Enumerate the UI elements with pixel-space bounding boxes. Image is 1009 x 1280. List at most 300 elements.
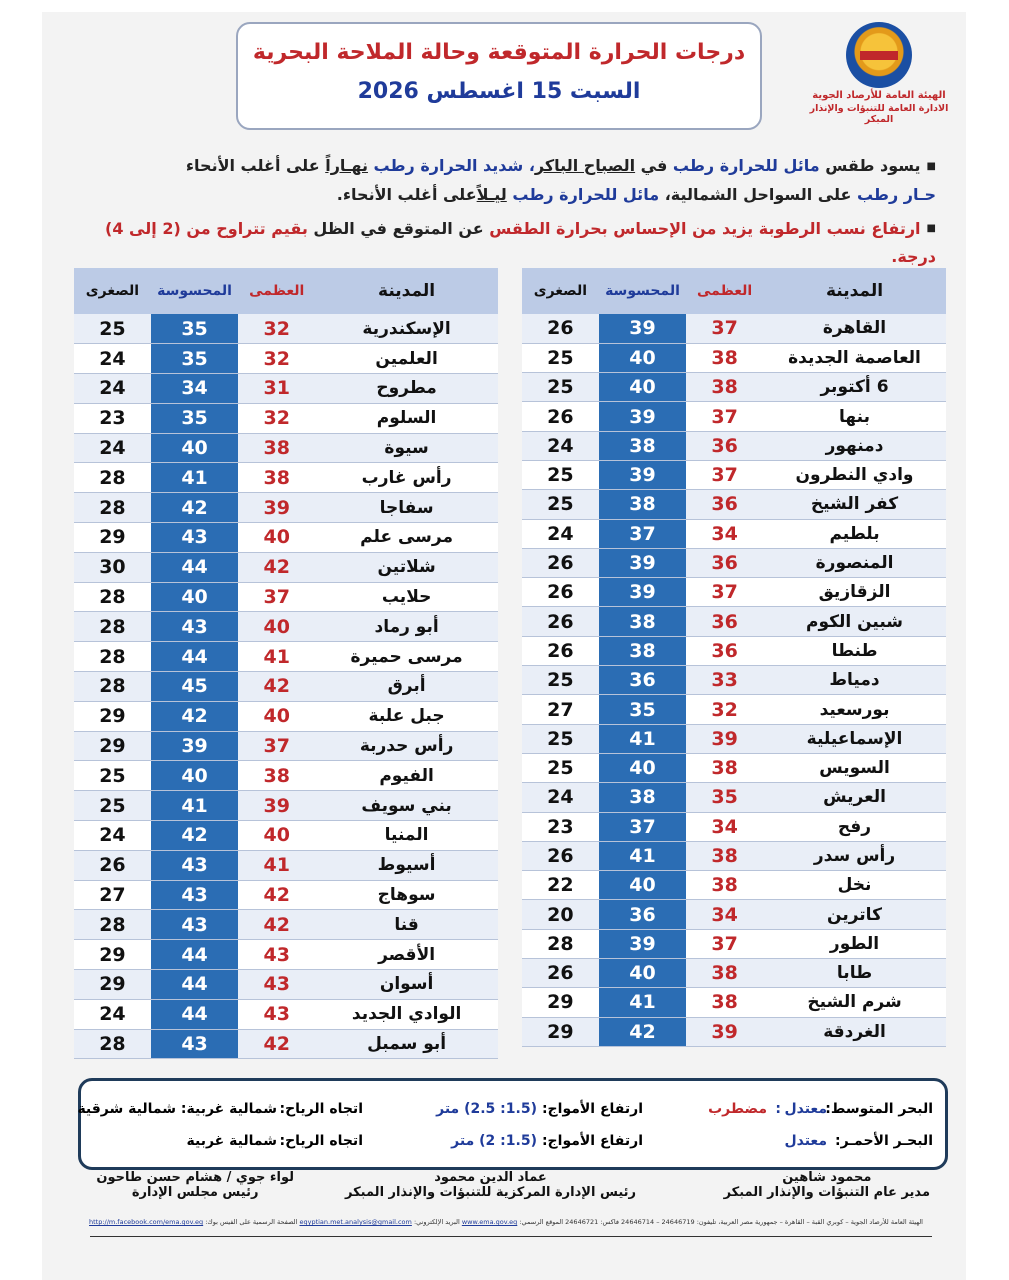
max-temp-cell: 32 [238,314,315,344]
col-max: العظمى [686,268,763,314]
feels-like-cell: 40 [151,433,238,463]
min-temp-cell: 28 [74,612,151,642]
city-cell: أسوان [315,970,498,1000]
max-temp-cell: 32 [686,695,763,724]
city-cell: أبو سمبل [315,1029,498,1059]
max-temp-cell: 36 [686,431,763,460]
max-temp-cell: 39 [686,724,763,753]
min-temp-cell: 29 [74,940,151,970]
med-sea-row [77,1101,933,1125]
text: مائل للحرارة رطب [672,156,820,175]
feels-like-cell: 41 [599,841,686,870]
max-temp-cell: 37 [238,731,315,761]
min-temp-cell: 25 [522,666,599,695]
max-temp-cell: 36 [686,607,763,636]
min-temp-cell: 23 [74,403,151,433]
feels-like-cell: 40 [599,753,686,782]
feels-like-cell: 41 [599,988,686,1017]
forecast-summary [66,152,936,271]
feels-like-cell: 38 [599,783,686,812]
min-temp-cell: 26 [522,636,599,665]
footer-email-label: البريد الإلكتروني: [413,1218,460,1226]
city-cell: سيوة [315,433,498,463]
med-sea-separator: : [775,1101,781,1117]
min-temp-cell: 24 [522,431,599,460]
feels-like-cell: 39 [599,402,686,431]
table-row [522,402,946,431]
table-row [74,1029,498,1059]
feels-like-cell: 44 [151,970,238,1000]
city-cell: كاترين [763,900,946,929]
city-cell: العلمين [315,344,498,374]
city-cell: الفيوم [315,761,498,791]
table-row [74,791,498,821]
text: ، شديد الحرارة رطب [373,156,535,175]
table-header-row [522,268,946,314]
max-temp-cell: 33 [686,666,763,695]
min-temp-cell: 28 [74,493,151,523]
min-temp-cell: 24 [74,374,151,404]
feels-like-cell: 43 [151,880,238,910]
table-row [522,929,946,958]
min-temp-cell: 24 [74,999,151,1029]
max-temp-cell: 39 [238,493,315,523]
min-temp-cell: 26 [522,607,599,636]
table-row [522,373,946,402]
feels-like-cell: 43 [151,523,238,553]
feels-like-cell: 39 [599,460,686,489]
org-logo [809,22,949,125]
table-row [522,900,946,929]
feels-like-cell: 42 [151,701,238,731]
feels-like-cell: 40 [599,871,686,900]
feels-like-cell: 44 [151,940,238,970]
city-cell: شرم الشيخ [763,988,946,1017]
table-row [74,850,498,880]
footer-contact [80,1218,932,1226]
max-temp-cell: 35 [686,783,763,812]
min-temp-cell: 24 [74,821,151,851]
min-temp-cell: 25 [522,724,599,753]
table-row [522,753,946,782]
max-temp-cell: 40 [238,701,315,731]
col-feel: المحسوسة [599,268,686,314]
feels-like-cell: 35 [151,314,238,344]
max-temp-cell: 40 [238,523,315,553]
table-row [74,552,498,582]
city-cell: أبرق [315,672,498,702]
max-temp-cell: 41 [238,850,315,880]
max-temp-cell: 38 [686,959,763,988]
table-row [74,761,498,791]
max-temp-cell: 37 [686,929,763,958]
med-sea-label: البحر المتوسط: [825,1101,933,1117]
min-temp-cell: 24 [74,433,151,463]
table-row [522,1017,946,1046]
feels-like-cell: 44 [151,999,238,1029]
sea-conditions-box [78,1078,948,1170]
col-city: المدينة [763,268,946,314]
signature-1-name: محمود شاهين [782,1170,872,1185]
table-row [74,940,498,970]
feels-like-cell: 39 [599,548,686,577]
text: على أغلب الأنحاء [185,156,320,175]
table-row [74,403,498,433]
table-row [522,431,946,460]
red-sea-row [93,1133,933,1157]
feels-like-cell: 41 [599,724,686,753]
table-row [74,463,498,493]
table-row [74,493,498,523]
table-row [74,314,498,344]
signature-2-name: عماد الدين محمود [434,1170,547,1185]
max-temp-cell: 38 [238,463,315,493]
table-row [74,999,498,1029]
table-row [74,821,498,851]
min-temp-cell: 28 [522,929,599,958]
footer-divider [90,1236,932,1237]
city-cell: بنها [763,402,946,431]
feels-like-cell: 37 [599,519,686,548]
table-row [522,636,946,665]
max-temp-cell: 37 [686,402,763,431]
min-temp-cell: 28 [74,582,151,612]
table-row [74,642,498,672]
max-temp-cell: 40 [238,821,315,851]
footer-fb-link[interactable]: http://m.facebook.com/ema.gov.eg [89,1218,204,1226]
feels-like-cell: 36 [599,900,686,929]
max-temp-cell: 31 [238,374,315,404]
max-temp-cell: 37 [238,582,315,612]
city-cell: القاهرة [763,314,946,343]
max-temp-cell: 42 [238,672,315,702]
city-cell: رفح [763,812,946,841]
max-temp-cell: 32 [238,344,315,374]
table-row [522,988,946,1017]
max-temp-cell: 38 [686,871,763,900]
left-temperature-table [74,268,498,1059]
min-temp-cell: 26 [522,548,599,577]
org-name: الهيئة العامة للأرصاد الجوية [812,90,946,101]
min-temp-cell: 26 [522,578,599,607]
table-row [522,783,946,812]
bullet-square-icon: ■ [926,223,936,234]
city-cell: مرسى حميرة [315,642,498,672]
max-temp-cell: 38 [238,761,315,791]
feels-like-cell: 40 [151,761,238,791]
table-row [522,343,946,372]
min-temp-cell: 25 [522,343,599,372]
max-temp-cell: 36 [686,490,763,519]
signature-3 [96,1170,294,1200]
table-row [522,460,946,489]
signature-1-title: مدير عام التنبؤات والإنذار المبكر [723,1185,930,1200]
text: ارتفاع نسب الرطوبة يزيد من الإحساس بحرارة الطقس [489,218,921,238]
feels-like-cell: 40 [599,373,686,402]
text: يسود طقس [825,156,921,175]
feels-like-cell: 38 [599,636,686,665]
table-row [74,523,498,553]
city-cell: الغردقة [763,1017,946,1046]
max-temp-cell: 42 [238,880,315,910]
feels-like-cell: 44 [151,552,238,582]
text: عن المتوقع في الظل [313,218,484,238]
feels-like-cell: 41 [151,791,238,821]
max-temp-cell: 34 [686,519,763,548]
city-cell: الطور [763,929,946,958]
table-row [522,314,946,343]
max-temp-cell: 39 [686,1017,763,1046]
table-row [522,490,946,519]
table-row [74,970,498,1000]
min-temp-cell: 28 [74,672,151,702]
city-cell: شلاتين [315,552,498,582]
red-sea-state: معتدل [784,1133,827,1149]
text: ليـلاً [476,184,507,204]
max-temp-cell: 38 [686,373,763,402]
min-temp-cell: 25 [74,314,151,344]
city-cell: دمنهور [763,431,946,460]
min-temp-cell: 24 [522,519,599,548]
feels-like-cell: 42 [151,493,238,523]
med-sea-state: معتدل [784,1101,827,1117]
city-cell: دمياط [763,666,946,695]
red-waves-value: (1.5: 2) متر [451,1133,537,1149]
min-temp-cell: 29 [74,970,151,1000]
min-temp-cell: 28 [74,1029,151,1059]
min-temp-cell: 26 [522,402,599,431]
max-temp-cell: 42 [238,552,315,582]
max-temp-cell: 37 [686,578,763,607]
city-cell: الأقصر [315,940,498,970]
min-temp-cell: 30 [74,552,151,582]
right-table-body [522,314,946,1046]
city-cell: رأس غارب [315,463,498,493]
max-temp-cell: 40 [238,612,315,642]
city-cell: جبل علبة [315,701,498,731]
feels-like-cell: 38 [599,490,686,519]
footer-fb-label: الصفحة الرسمية على الفيس بوك: [205,1218,298,1226]
bulletin-page [60,12,955,1242]
med-sea-state-2: مضطرب [708,1101,767,1117]
min-temp-cell: 20 [522,900,599,929]
feels-like-cell: 36 [599,666,686,695]
min-temp-cell: 27 [74,880,151,910]
feels-like-cell: 43 [151,850,238,880]
min-temp-cell: 29 [74,701,151,731]
table-row [74,612,498,642]
feels-like-cell: 35 [151,344,238,374]
title-box [236,22,762,130]
min-temp-cell: 22 [522,871,599,900]
max-temp-cell: 39 [238,791,315,821]
min-temp-cell: 25 [522,373,599,402]
feels-like-cell: 43 [151,1029,238,1059]
signature-3-title: رئيس مجلس الإدارة [131,1185,259,1200]
city-cell: مطروح [315,374,498,404]
feels-like-cell: 40 [151,582,238,612]
table-row [522,959,946,988]
col-max: العظمى [238,268,315,314]
signature-1 [724,1170,930,1200]
col-feel: المحسوسة [151,268,238,314]
table-row [74,672,498,702]
feels-like-cell: 34 [151,374,238,404]
red-wind-label: اتجاه الرياح: [279,1133,363,1149]
city-cell: حلايب [315,582,498,612]
col-city: المدينة [315,268,498,314]
table-row [74,374,498,404]
table-row [522,841,946,870]
table-row [522,548,946,577]
feels-like-cell: 42 [599,1017,686,1046]
min-temp-cell: 26 [522,959,599,988]
min-temp-cell: 25 [74,761,151,791]
feels-like-cell: 42 [151,821,238,851]
table-row [74,880,498,910]
city-cell: قنا [315,910,498,940]
bullet-square-icon: ■ [926,160,936,172]
min-temp-cell: 27 [522,695,599,724]
max-temp-cell: 37 [686,314,763,343]
max-temp-cell: 42 [238,910,315,940]
text: الصباح الباكر [534,156,636,175]
red-wind-value: شمالية غربية [186,1133,277,1149]
city-cell: الإسماعيلية [763,724,946,753]
min-temp-cell: 23 [522,812,599,841]
page-date: السبت 15 اغسطس 2026 [357,79,641,104]
text: على السواحل الشمالية، [664,184,852,204]
city-cell: العريش [763,783,946,812]
table-row [522,871,946,900]
bullet-1 [66,152,936,181]
med-waves-value: (1.5: 2.5) متر [436,1101,537,1117]
table-row [74,433,498,463]
city-cell: طنطا [763,636,946,665]
feels-like-cell: 40 [599,343,686,372]
table-row [74,582,498,612]
min-temp-cell: 25 [522,753,599,782]
table-row [522,578,946,607]
city-cell: مرسى علم [315,523,498,553]
city-cell: السلوم [315,403,498,433]
table-row [74,344,498,374]
min-temp-cell: 26 [522,841,599,870]
min-temp-cell: 24 [74,344,151,374]
city-cell: رأس حدربة [315,731,498,761]
max-temp-cell: 43 [238,940,315,970]
feels-like-cell: 39 [599,314,686,343]
text: على أغلب الأنحاء. [336,184,477,204]
table-row [522,695,946,724]
text: مائل للحرارة رطب [512,184,660,204]
footer-email-link[interactable]: egyptian.met.analysis@gmail.com [299,1218,412,1226]
city-cell: شبين الكوم [763,607,946,636]
max-temp-cell: 43 [238,970,315,1000]
table-row [74,910,498,940]
city-cell: وادي النطرون [763,460,946,489]
max-temp-cell: 43 [238,999,315,1029]
feels-like-cell: 37 [599,812,686,841]
min-temp-cell: 29 [74,523,151,553]
signature-2-title: رئيس الإدارة المركزية للتنبؤات والإنذار المبكر [345,1185,636,1200]
table-row [74,701,498,731]
feels-like-cell: 44 [151,642,238,672]
table-row [522,812,946,841]
feels-like-cell: 38 [599,431,686,460]
text: في [640,156,668,175]
feels-like-cell: 38 [599,607,686,636]
city-cell: بورسعيد [763,695,946,724]
med-waves-label: ارتفاع الأمواج: [541,1101,643,1117]
text: بقيم تتراوح من (2 إلى 4) درجة. [105,218,936,266]
city-cell: العاصمة الجديدة [763,343,946,372]
min-temp-cell: 25 [74,791,151,821]
max-temp-cell: 34 [686,812,763,841]
max-temp-cell: 38 [686,343,763,372]
feels-like-cell: 39 [151,731,238,761]
city-cell: الإسكندرية [315,314,498,344]
max-temp-cell: 38 [686,753,763,782]
city-cell: كفر الشيخ [763,490,946,519]
text: نهـاراً [325,156,368,175]
min-temp-cell: 28 [74,463,151,493]
min-temp-cell: 25 [522,460,599,489]
feels-like-cell: 40 [599,959,686,988]
city-cell: المنيا [315,821,498,851]
city-cell: 6 أكتوبر [763,373,946,402]
table-row [74,731,498,761]
max-temp-cell: 38 [686,841,763,870]
col-min: الصغرى [74,268,151,314]
city-cell: رأس سدر [763,841,946,870]
col-min: الصغرى [522,268,599,314]
signature-2 [345,1170,636,1200]
red-waves-label: ارتفاع الأمواج: [541,1133,643,1149]
footer-text: الهيئة العامة للأرصاد الجوية – كوبري القبة – القاهرة – جمهورية مصر العربية، تليفون: 24646719 – 24646714 فاكس: 24646721 الموقع الرسمي: [519,1218,923,1226]
table-row [522,607,946,636]
table-row [522,724,946,753]
text: حـار رطب [856,184,936,204]
city-cell: السويس [763,753,946,782]
city-cell: الوادي الجديد [315,999,498,1029]
max-temp-cell: 36 [686,548,763,577]
min-temp-cell: 28 [74,910,151,940]
min-temp-cell: 25 [522,490,599,519]
red-sea-label: البحـر الأحمـر: [834,1133,933,1149]
table-row [522,666,946,695]
min-temp-cell: 29 [522,1017,599,1046]
max-temp-cell: 36 [686,636,763,665]
org-department: الادارة العامة للتنبؤات والإنذار المبكر [809,103,949,125]
min-temp-cell: 26 [522,314,599,343]
max-temp-cell: 41 [238,642,315,672]
min-temp-cell: 24 [522,783,599,812]
bullet-1-cont [66,181,936,209]
city-cell: بلطيم [763,519,946,548]
city-cell: أبو رماد [315,612,498,642]
min-temp-cell: 28 [74,642,151,672]
left-table-body [74,314,498,1059]
med-wind-label: اتجاه الرياح: [279,1101,363,1117]
max-temp-cell: 38 [686,988,763,1017]
max-temp-cell: 32 [238,403,315,433]
footer-site-link[interactable]: www.ema.gov.eg [461,1218,518,1226]
city-cell: طابا [763,959,946,988]
feels-like-cell: 43 [151,910,238,940]
table-header-row [74,268,498,314]
right-temperature-table [522,268,946,1047]
